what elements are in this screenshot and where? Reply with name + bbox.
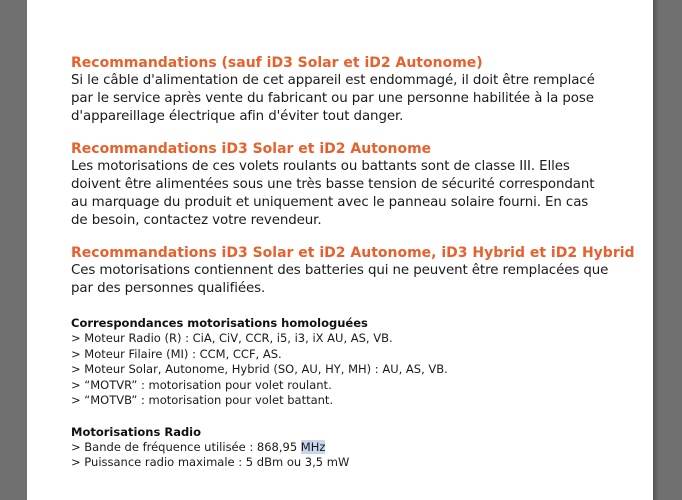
selected-text-highlight[interactable]: MHz: [300, 439, 326, 454]
list-item: > “MOTVR” : motorisation pour volet roulant.: [71, 377, 332, 392]
correspondances-heading: Correspondances motorisations homologuées: [71, 316, 368, 330]
section-recommendations-general: [71, 54, 646, 126]
section-heading: Recommandations iD3 Solar et iD2 Autonome, iD3 Hybrid et iD2 Hybrid: [71, 245, 635, 261]
frequency-text: > Bande de fréquence utilisée : 868,95: [71, 439, 301, 454]
paragraph-line: au marquage du produit et uniquement avec le panneau solaire fourni. En cas: [71, 195, 589, 210]
list-item: > Moteur Filaire (MI) : CCM, CCF, AS.: [71, 346, 282, 361]
document-page: [27, 0, 653, 500]
paragraph-line: par le service après vente du fabricant ou par une personne habilitée à la pose: [71, 91, 594, 106]
section-heading: Recommandations (sauf iD3 Solar et iD2 Autonome): [71, 55, 483, 71]
list-item: > Moteur Solar, Autonome, Hybrid (SO, AU, HY, MH) : AU, AS, VB.: [71, 362, 448, 376]
list-item: > “MOTVB” : motorisation pour volet battant.: [71, 393, 334, 407]
paragraph-line: Ces motorisations contiennent des batteries qui ne peuvent être remplacées que: [71, 263, 609, 278]
paragraph-line: par des personnes qualifiées.: [71, 281, 266, 296]
paragraph-line: Les motorisations de ces volets roulants ou battants sont de classe III. Elles: [71, 159, 570, 174]
section-radio: [71, 425, 646, 471]
document-content: [71, 54, 646, 471]
list-item: > Moteur Radio (R) : CiA, CiV, CCR, i5, i3, iX AU, AS, VB.: [71, 331, 393, 345]
paragraph-line: d'appareillage électrique afin d'éviter tout danger.: [71, 109, 404, 124]
frequency-line: [71, 440, 646, 456]
section-recommendations-hybrid: [71, 244, 646, 298]
paragraph-line: Si le câble d'alimentation de cet appareil est endommagé, il doit être remplacé: [71, 73, 595, 88]
paragraph-line: de besoin, contactez votre revendeur.: [71, 213, 322, 228]
section-recommendations-solar: [71, 140, 646, 230]
paragraph-line: doivent être alimentées sous une très basse tension de sécurité correspondant: [71, 177, 595, 192]
section-correspondances: [71, 316, 646, 409]
page-shadow: [653, 0, 659, 500]
power-line: > Puissance radio maximale : 5 dBm ou 3,5 mW: [71, 455, 350, 469]
section-heading: Recommandations iD3 Solar et iD2 Autonome: [71, 141, 432, 157]
radio-heading: Motorisations Radio: [71, 424, 202, 439]
